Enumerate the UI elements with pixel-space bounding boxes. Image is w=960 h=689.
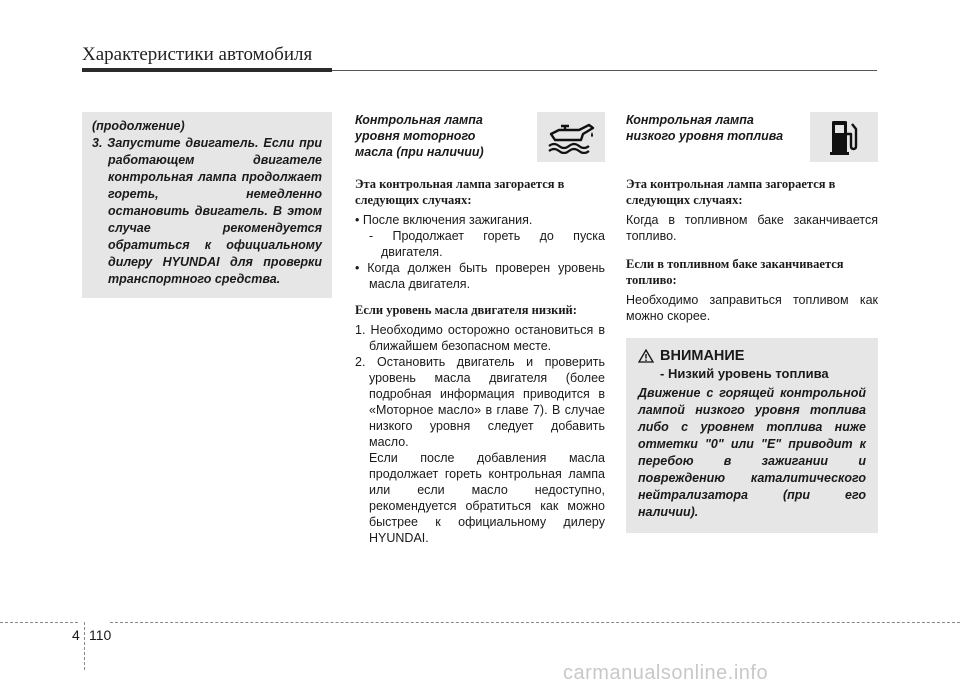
header-rule-thin [332,70,877,71]
warning-subtitle: - Низкий уровень топлива [660,366,829,381]
column-left [82,112,332,298]
oil-step-1: 1. Необходимо осторожно остановиться в ближайшем безопасном месте. [355,323,605,353]
warning-title: ВНИМАНИЕ [660,348,745,364]
column-middle [355,112,605,546]
fuel-low-text: Необходимо заправиться топливом как можно скорее. [626,293,878,323]
oil-bullet-2: • Когда должен быть проверен уровень масла двигателя. [355,261,605,291]
warning-triangle-icon [638,349,654,363]
fuel-low-heading: Если в топливном баке заканчивается топливо: [626,257,844,287]
warning-box [626,338,878,533]
column-right [626,112,878,533]
footer-divider [84,622,85,670]
footer-rule-right [110,622,960,623]
oil-level-icon [537,112,605,162]
oil-lamp-header [355,112,605,162]
footer-rule-left [0,622,78,623]
oil-step-2: 2. Остановить двигатель и проверить уровень масла двигателя (более подробная информация приводится в «Моторное масло» в главе 7). В случае низкого уровня следует добавить масло. [355,355,605,449]
fuel-cases-text: Когда в топливном баке заканчивается топливо. [626,213,878,243]
fuel-lamp-header [626,112,878,162]
header-rule-thick [82,68,332,72]
continued-note-box [82,112,332,298]
oil-lamp-title: Контрольная лампа уровня моторного масла (при наличии) [355,113,484,159]
note-step-3: 3. Запустите двигатель. Если при работающем двигателе контрольная лампа продолжает гореть, немедленно остановить двигатель. В этом случае рекомендуется обратиться к официальному дилеру HYUNDAI для проверки транспортного средства. [92,136,322,286]
fuel-pump-icon [810,112,878,162]
note-heading: (продолжение) [92,119,185,133]
oil-low-heading: Если уровень масла двигателя низкий: [355,303,577,317]
oil-cases-heading: Эта контрольная лампа загорается в следующих случаях: [355,177,565,207]
oil-bullet-1: • После включения зажигания. [355,213,533,227]
oil-bullet-1-sub: - Продолжает гореть до пуска двигателя. [369,229,605,259]
oil-step-2-continued: Если после добавления масла продолжает гореть контрольная лампа или если масло недоступно, рекомендуется обратиться как можно быстрее к официальному дилеру HYUNDAI. [369,451,605,545]
chapter-number: 4 [72,627,80,643]
page-header-title: Характеристики автомобиля [82,44,313,65]
warning-title-row [638,348,866,364]
watermark: carmanualsonline.info [563,662,769,684]
fuel-cases-heading: Эта контрольная лампа загорается в следующих случаях: [626,177,836,207]
fuel-lamp-title: Контрольная лампа низкого уровня топлива [626,113,784,143]
warning-body: Движение с горящей контрольной лампой низкого уровня топлива либо с уровнем топлива ниже отметки "0" или "E" приводит к перебою в зажигании и повреждению каталитического нейтрализатора (при его наличии). [638,386,866,519]
page-number: 110 [89,627,112,643]
